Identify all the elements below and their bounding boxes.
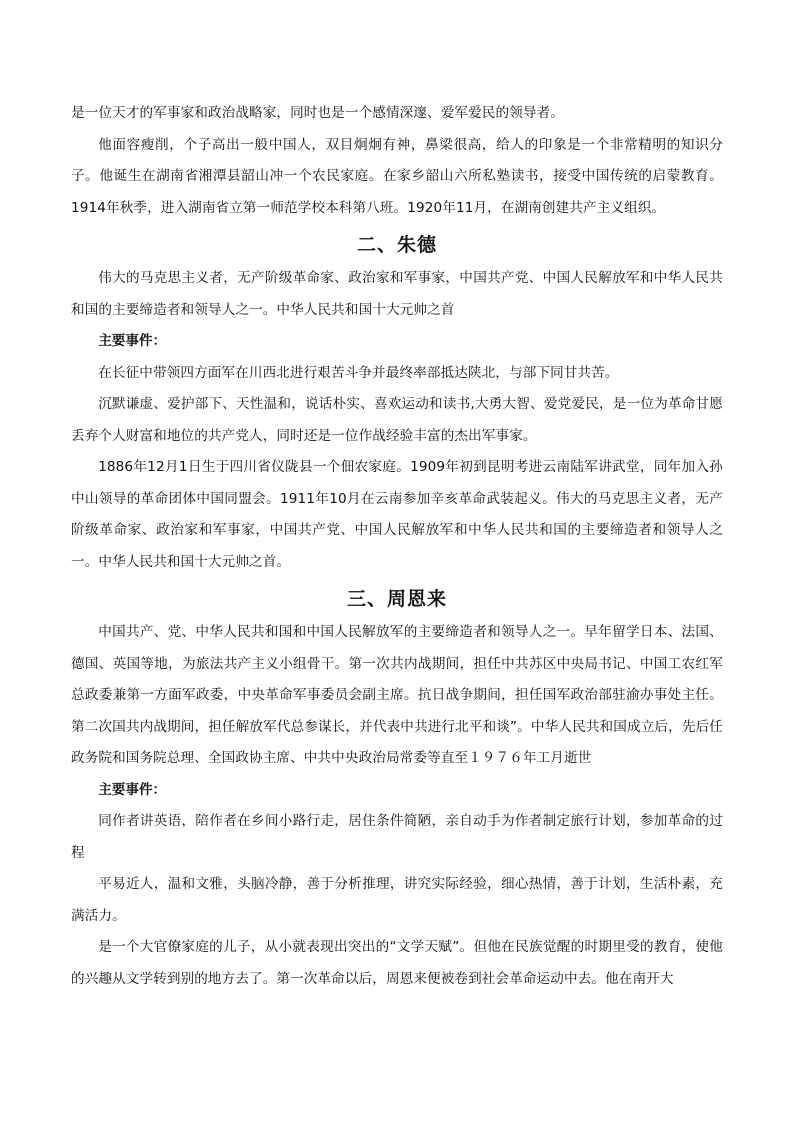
paragraph-biography: 1886年12月1日生于四川省仪陇县一个佃农家庭。1909年初到昆明考进云南陆军讲武堂，同年加入孙中山领导的革命团体中国同盟会。1911年10月在云南参加辛亥革命武装起义。伟大的马克思主义者，无产阶级革命家、政治家和军事家，中国共产党、中国人民解放军和中华人民共和国的主要缔造者和领导人之一。中华人民共和国十大元帅之首。 xyxy=(71,459,723,570)
paragraph-event: 在长征中带领四方面军在川西北进行艰苦斗争并最终率部抵达陕北，与部下同甘共苦。 xyxy=(98,364,619,381)
section-heading-zhou-enlai: 三、周恩来 xyxy=(346,588,447,610)
paragraph-intro: 中国共产、党、中华人民共和国和中国人民解放军的主要缔造者和领导人之一。早年留学日本、法国、德国、英国等地，为旅法共产主义小组骨干。第一次共内战期间，担任中共苏区中央局书记、中国工农红军总政委兼第一方面军政委，中央革命军事委员会副主席。抗日战争期间，担任国军政治部驻渝办事处主任。第二次国共内战期间，担任解放军代总参谋长，并代表中共进行北平和谈”。中华人民共和国成立后，先后任政务院和国务院总理、全国政协主席、中共中央政治局常委等直至１９７６年工月逝世 xyxy=(71,624,723,766)
document-body xyxy=(71,98,723,995)
events-label: 主要事件： xyxy=(98,333,167,349)
paragraph-biography: 是一个大官僚家庭的儿子，从小就表现出突出的“文学天赋”。但他在民族觉醒的时期里受的教育，使他的兴趣从文学转到别的地方去了。第一次革命以后，周恩来便被卷到社会革命运动中去。他在南开大 xyxy=(71,939,723,987)
section-heading-zhu-de: 二、朱德 xyxy=(356,234,437,256)
paragraph-continuation: 是一位天才的军事家和政治战略家，同时也是一个感情深邃、爱军爱民的领导者。 xyxy=(71,105,564,121)
paragraph-character: 平易近人，温和文雅，头脑冷静，善于分析推理，讲究实际经验，细心热情，善于计划，生活朴素，充满活力。 xyxy=(71,876,723,924)
paragraph-description: 他面容瘦削，个子高出一般中国人，双目炯炯有神，鼻梁很高，给人的印象是一个非常精明的知识分子。他诞生在湖南省湘潭县韶山冲一个农民家庭。在家乡韶山六所私塾读书，接受中国传统的启蒙教育。1914年秋季，进入湖南省立第一师范学校本科第八班。1920年11月，在湖南创建共产主义组织。 xyxy=(71,136,723,216)
paragraph-event: 同作者讲英语，陪作者在乡间小路行走，居住条件简陋，亲自动手为作者制定旅行计划，参加革命的过程 xyxy=(71,813,723,861)
paragraph-intro: 伟大的马克思主义者，无产阶级革命家、政治家和军事家，中国共产党、中国人民解放军和中华人民共和国的主要缔造者和领导人之一。中华人民共和国十大元帅之首 xyxy=(71,270,723,318)
paragraph-character: 沉默谦虚、爱护部下、天性温和，说话朴实、喜欢运动和读书,大勇大智、爱党爱民，是一位为革命甘愿丢弃个人财富和地位的共产党人，同时还是一位作战经验丰富的杰出军事家。 xyxy=(71,396,723,444)
events-label: 主要事件： xyxy=(98,781,167,798)
